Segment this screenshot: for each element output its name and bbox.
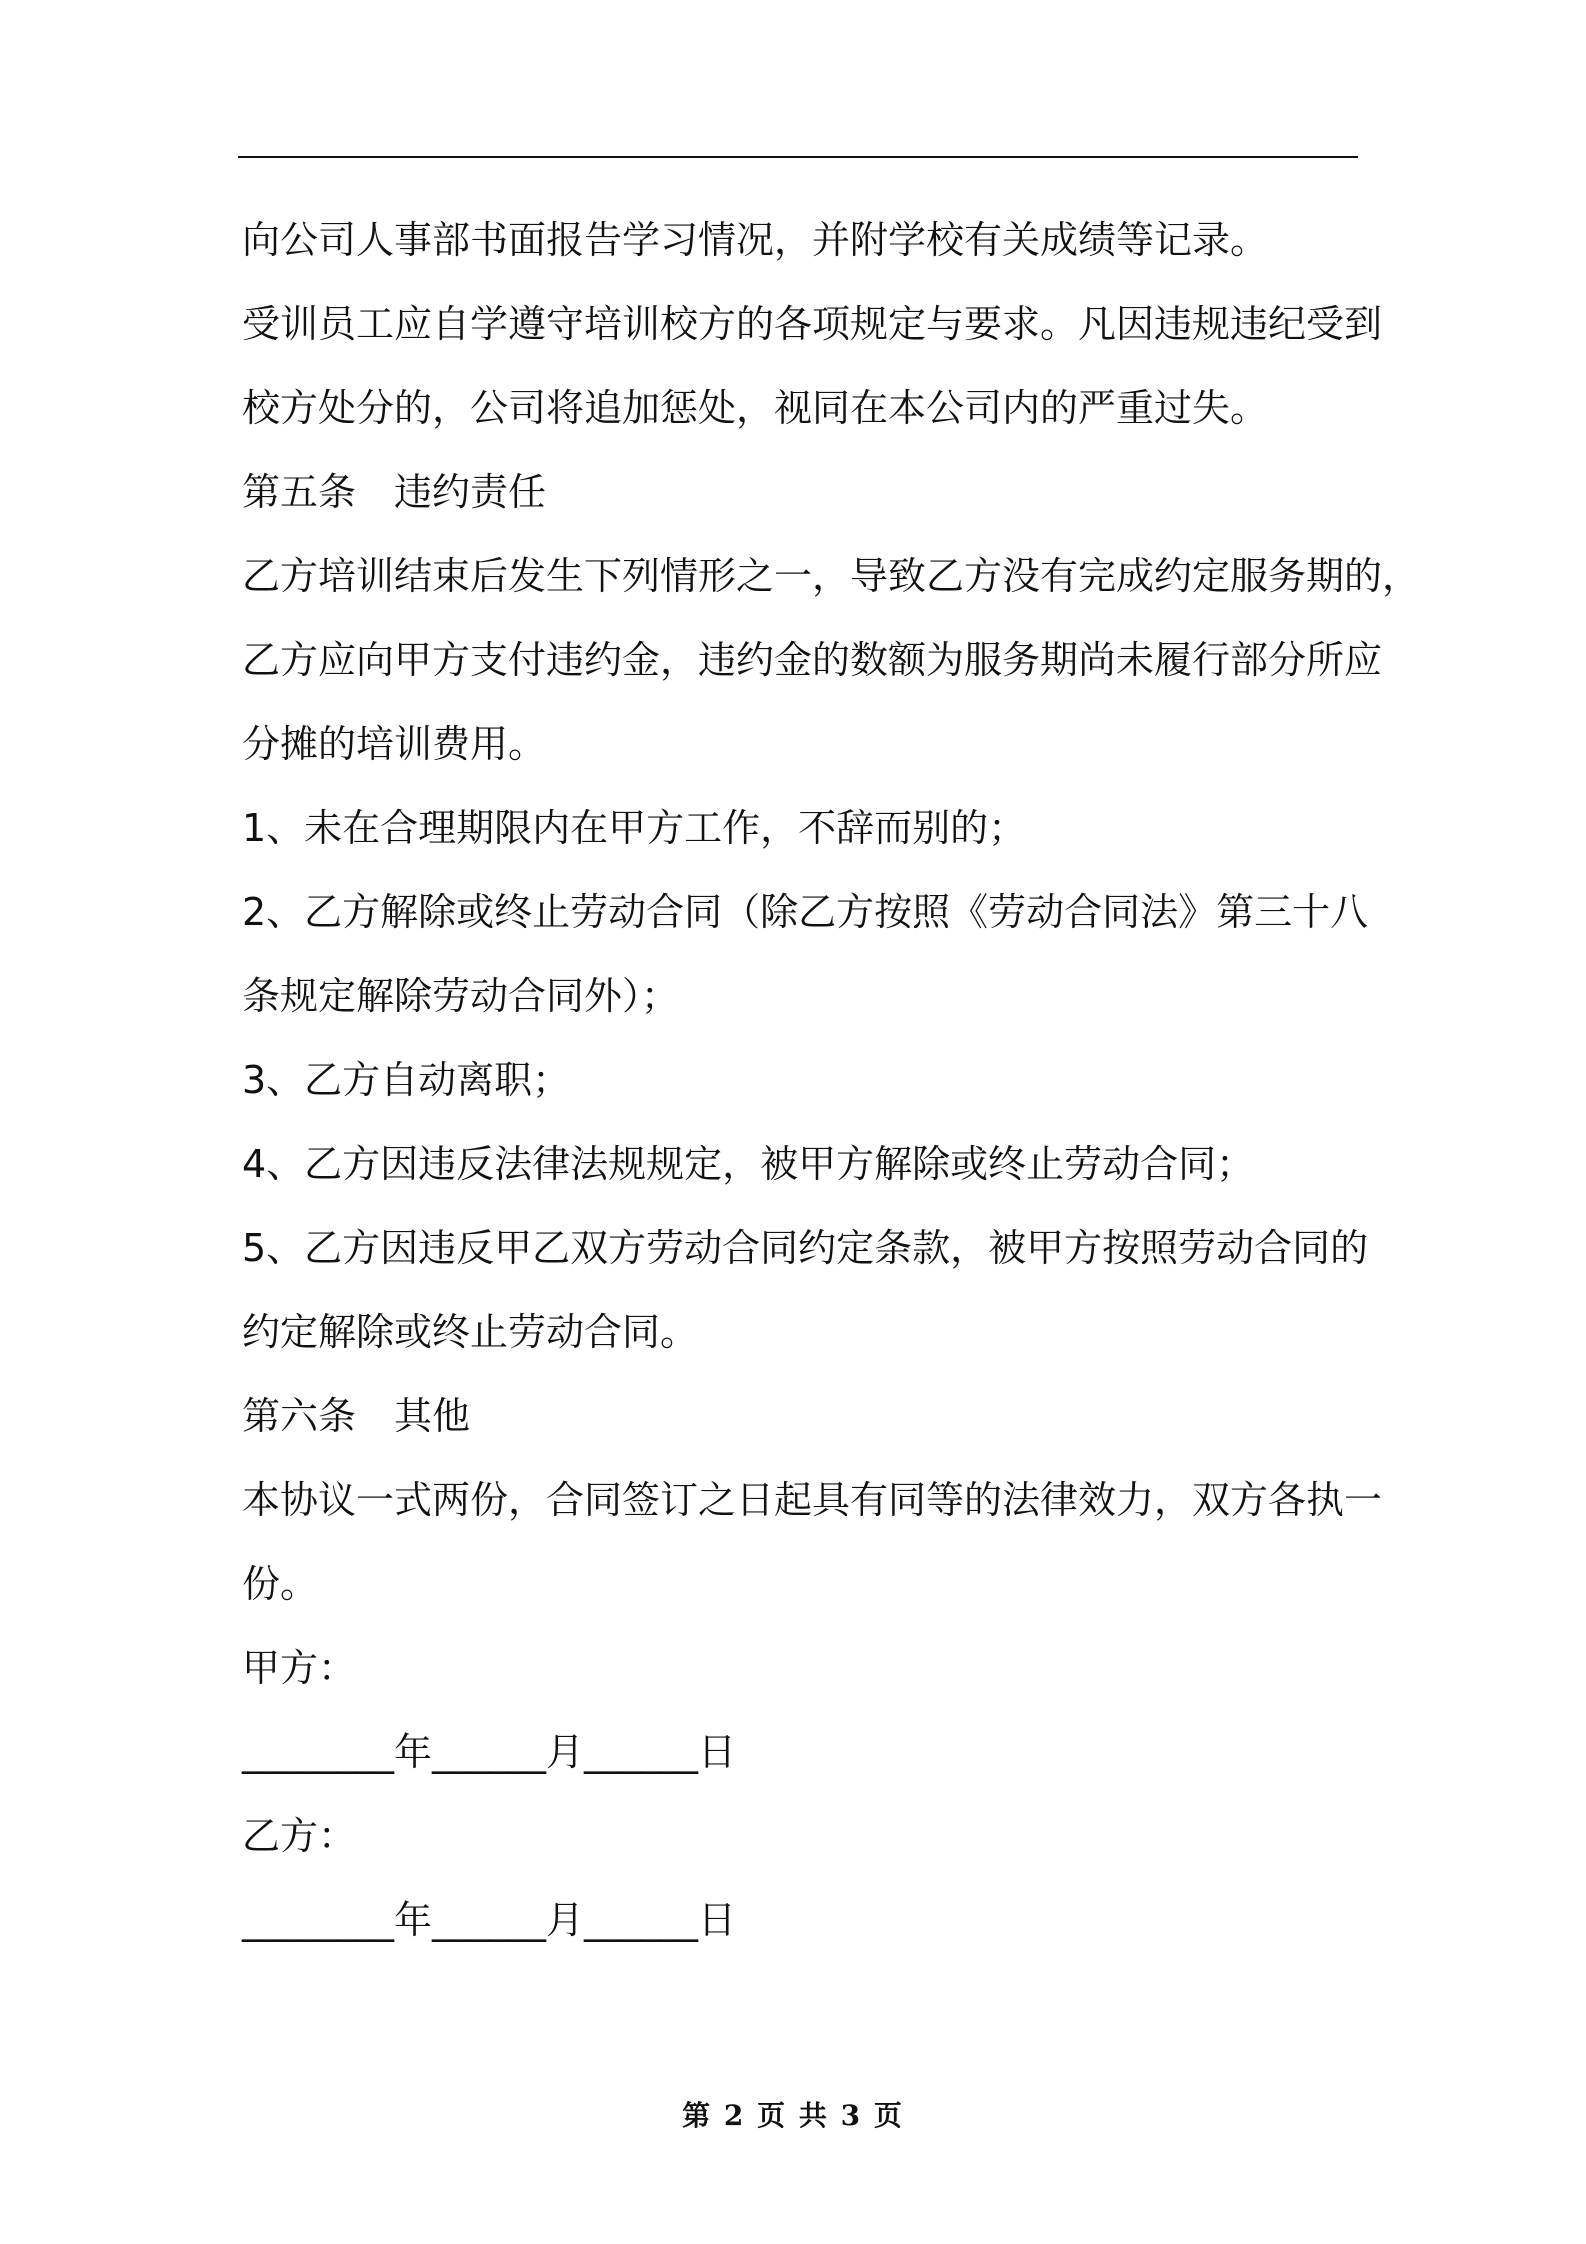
document-body [242, 198, 1421, 1962]
paragraph-line: 受训员工应自学遵守培训校方的各项规定与要求。凡因违规违纪受到 [242, 302, 1383, 346]
list-item: 4、乙方因违反法律法规规定，被甲方解除或终止劳动合同； [242, 1142, 1255, 1186]
list-item: 2、乙方解除或终止劳动合同（除乙方按照《劳动合同法》第三十八 [242, 890, 1369, 934]
page-number-footer: 第 2 页 共 3 页 [682, 2099, 904, 2132]
party-a-label: 甲方： [242, 1646, 357, 1690]
paragraph-line: 分摊的培训费用。 [242, 722, 547, 766]
party-a-date-line: ________年______月______日 [242, 1730, 737, 1774]
section-heading-article-5: 第五条 违约责任 [242, 470, 547, 514]
list-item-continuation: 约定解除或终止劳动合同。 [242, 1310, 699, 1354]
paragraph-line: 份。 [242, 1562, 319, 1606]
paragraph-line: 乙方培训结束后发生下列情形之一，导致乙方没有完成约定服务期的， [242, 554, 1421, 598]
list-item-continuation: 条规定解除劳动合同外）； [242, 974, 680, 1018]
party-b-date-line: ________年______月______日 [242, 1898, 737, 1942]
party-b-label: 乙方： [242, 1814, 357, 1858]
paragraph-line: 乙方应向甲方支付违约金，违约金的数额为服务期尚未履行部分所应 [242, 638, 1383, 682]
list-item: 1、未在合理期限内在甲方工作，不辞而别的； [242, 806, 1027, 850]
paragraph-line: 本协议一式两份，合同签订之日起具有同等的法律效力，双方各执一 [242, 1478, 1383, 1522]
section-heading-article-6: 第六条 其他 [242, 1394, 471, 1438]
header-rule [238, 156, 1358, 158]
list-item: 3、乙方自动离职； [242, 1058, 571, 1102]
paragraph-line: 校方处分的，公司将追加惩处，视同在本公司内的严重过失。 [242, 386, 1269, 430]
list-item: 5、乙方因违反甲乙双方劳动合同约定条款，被甲方按照劳动合同的 [242, 1226, 1369, 1270]
paragraph-line: 向公司人事部书面报告学习情况，并附学校有关成绩等记录。 [242, 218, 1269, 262]
